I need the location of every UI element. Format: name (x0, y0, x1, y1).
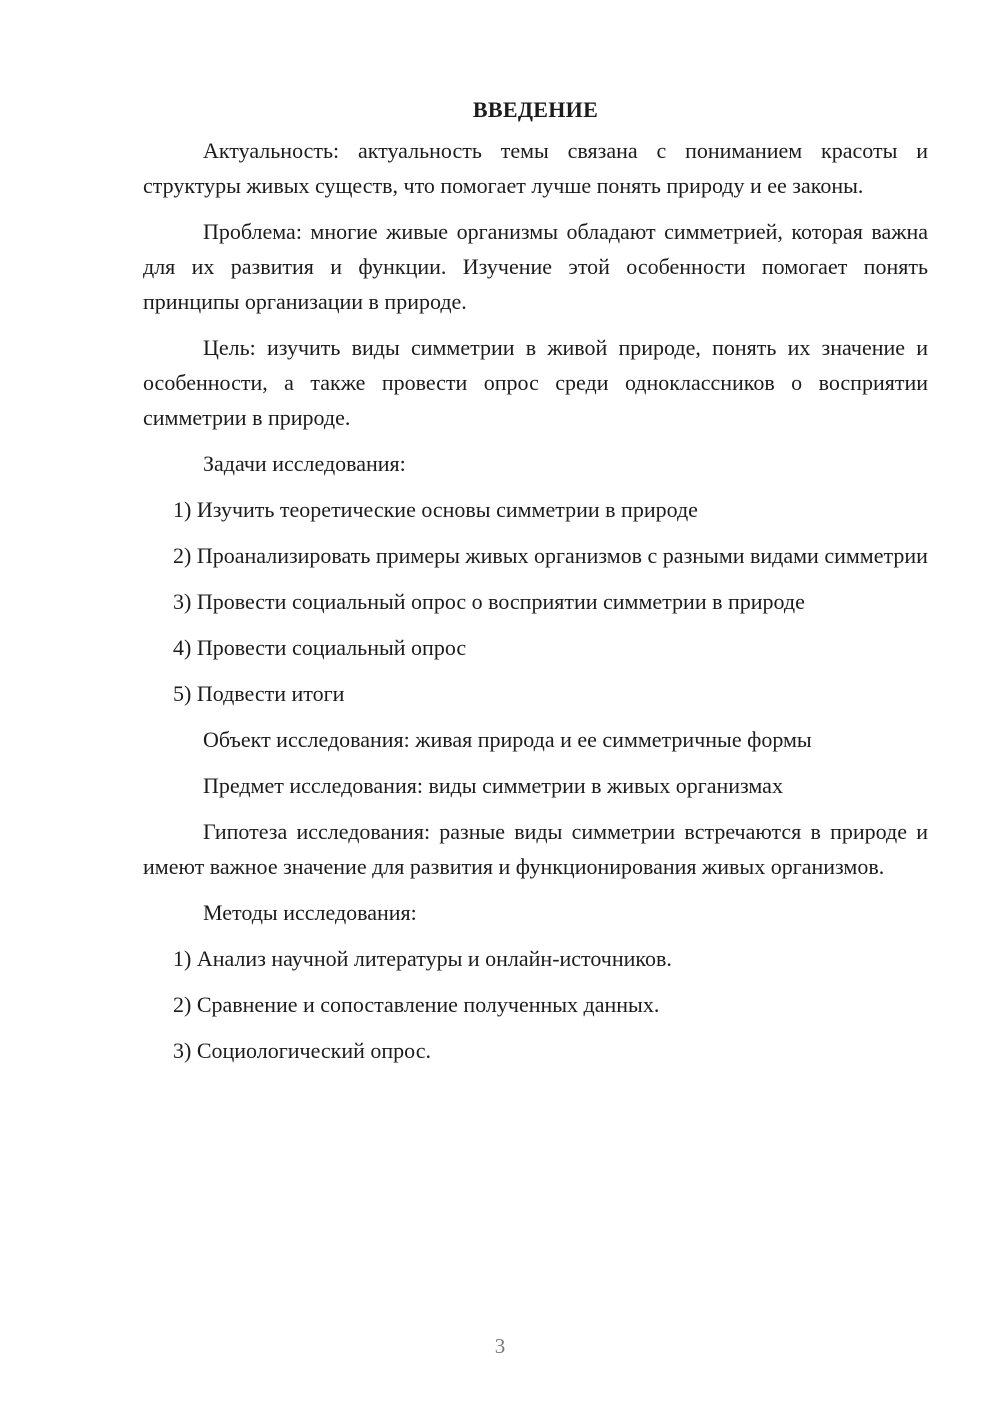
method-item: 3) Социологический опрос. (173, 1038, 431, 1063)
method-item: 2) Сравнение и сопоставление полученных данных. (173, 992, 660, 1017)
task-item: 4) Провести социальный опрос (173, 635, 467, 660)
page-number: 3 (494, 1334, 506, 1358)
hypothesis-paragraph: Гипотеза исследования: разные виды симметрии встречаются в природе и имеют важное значение для развития и функционирования живых организмов. (143, 819, 928, 879)
relevance-paragraph: Актуальность: актуальность темы связана с пониманием красоты и структуры живых существ, что помогает лучше понять природу и ее законы. (143, 138, 928, 198)
tasks-label: Задачи исследования: (203, 451, 406, 476)
problem-paragraph: Проблема: многие живые организмы обладают симметрией, которая важна для их развития и функции. Изучение этой особенности помогает понять принципы организации в природе. (143, 219, 928, 314)
object-paragraph: Объект исследования: живая природа и ее симметричные формы (203, 727, 812, 752)
section-heading: ВВЕДЕНИЕ (472, 97, 599, 122)
task-item: 3) Провести социальный опрос о восприятии симметрии в природе (173, 589, 805, 614)
method-item: 1) Анализ научной литературы и онлайн-источников. (173, 946, 672, 971)
task-item: 2) Проанализировать примеры живых организмов с разными видами симметрии (173, 543, 928, 568)
document-page (143, 93, 928, 1079)
methods-label: Методы исследования: (203, 900, 417, 925)
task-item: 1) Изучить теоретические основы симметрии в природе (173, 497, 698, 522)
subject-paragraph: Предмет исследования: виды симметрии в живых организмах (203, 773, 783, 798)
goal-paragraph: Цель: изучить виды симметрии в живой природе, понять их значение и особенности, а также провести опрос среди одноклассников о восприятии симметрии в природе. (143, 335, 928, 430)
task-item: 5) Подвести итоги (173, 681, 345, 706)
